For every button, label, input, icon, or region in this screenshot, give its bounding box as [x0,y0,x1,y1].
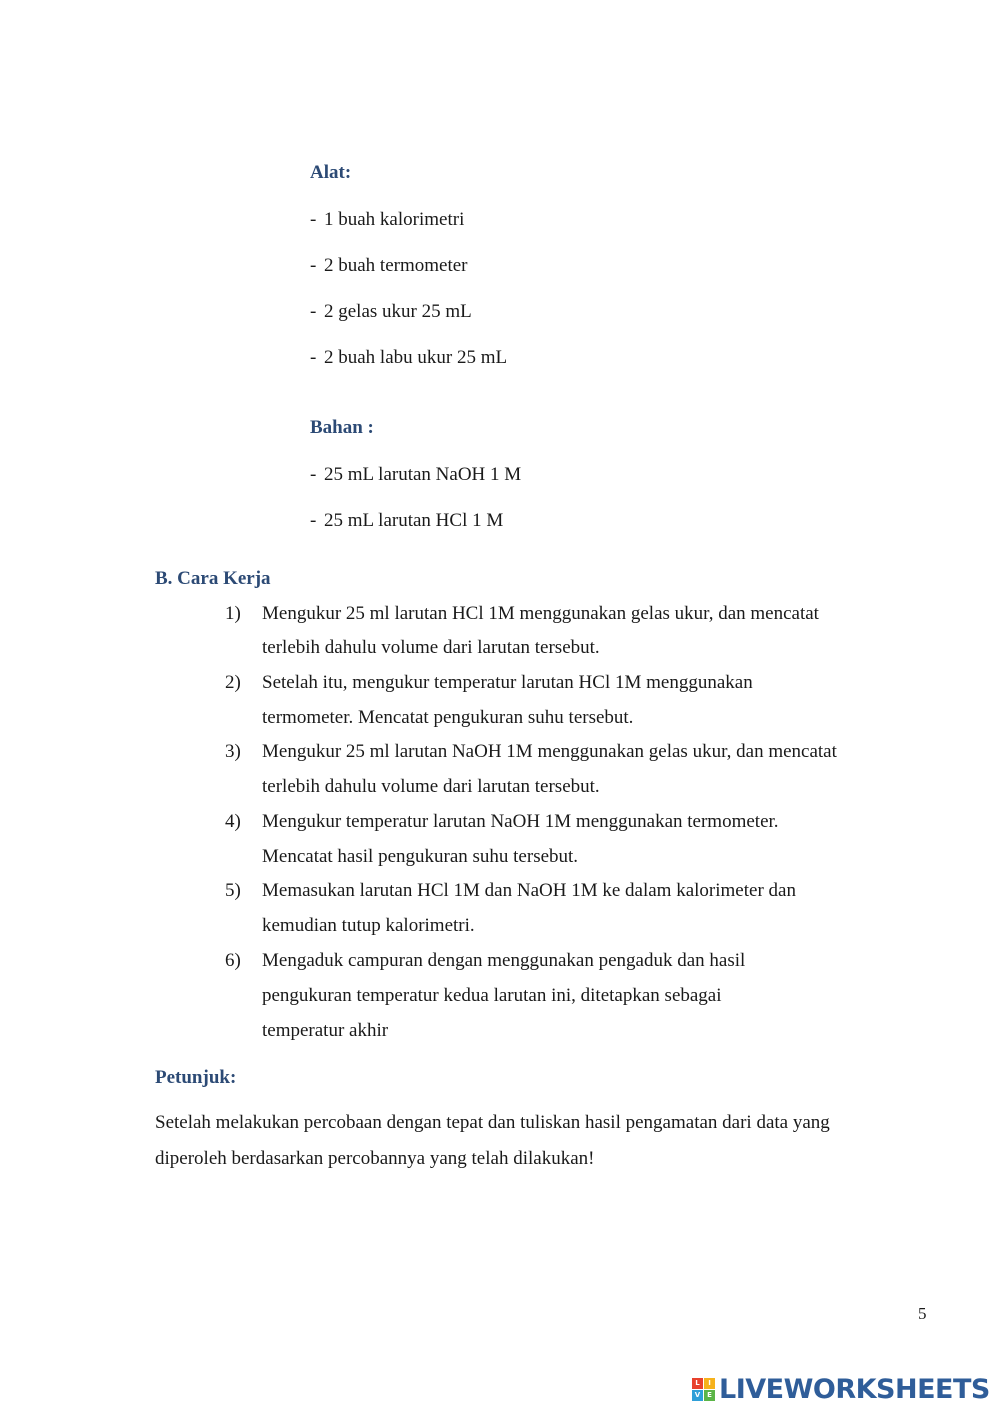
logo-tile: L [692,1378,703,1389]
petunjuk-heading: Petunjuk: [155,1067,237,1088]
cara-kerja-heading: B. Cara Kerja [155,568,271,589]
logo-tile: E [704,1390,715,1401]
bahan-heading: Bahan : [310,417,374,438]
alat-item: - 1 buah kalorimetri [310,209,465,230]
step-number: 5) [225,880,241,901]
page-number: 5 [918,1304,927,1323]
alat-heading: Alat: [310,162,352,183]
step-text: temperatur akhir [262,1020,389,1041]
alat-item: - 2 gelas ukur 25 mL [310,301,472,322]
step-text: terlebih dahulu volume dari larutan tersebut. [262,776,600,797]
step-number: 3) [225,741,241,762]
step-text: Setelah itu, mengukur temperatur larutan HCl 1M menggunakan [262,672,753,693]
step-text: Mengukur 25 ml larutan NaOH 1M menggunakan gelas ukur, dan mencatat [262,741,837,762]
brand-name: LIVEWORKSHEETS [719,1373,990,1405]
step-number: 2) [225,672,241,693]
bahan-item: - 25 mL larutan HCl 1 M [310,510,504,531]
step-number: 1) [225,603,241,624]
alat-item: - 2 buah termometer [310,255,468,276]
step-text: terlebih dahulu volume dari larutan tersebut. [262,637,600,658]
logo-tile: I [704,1378,715,1389]
petunjuk-text: diperoleh berdasarkan percobannya yang telah dilakukan! [155,1148,595,1169]
step-text: Mengukur temperatur larutan NaOH 1M menggunakan termometer. [262,811,779,832]
step-text: termometer. Mencatat pengukuran suhu tersebut. [262,707,634,728]
bahan-item: - 25 mL larutan NaOH 1 M [310,464,522,485]
step-text: pengukuran temperatur kedua larutan ini, ditetapkan sebagai [262,985,722,1006]
step-number: 6) [225,950,241,971]
step-number: 4) [225,811,241,832]
step-text: Mengukur 25 ml larutan HCl 1M menggunakan gelas ukur, dan mencatat [262,603,819,624]
step-text: Memasukan larutan HCl 1M dan NaOH 1M ke dalam kalorimeter dan [262,880,796,901]
liveworksheets-logo-icon [692,1378,715,1401]
step-text: kemudian tutup kalorimetri. [262,915,475,936]
alat-item: - 2 buah labu ukur 25 mL [310,347,508,368]
logo-tile: V [692,1390,703,1401]
petunjuk-text: Setelah melakukan percobaan dengan tepat dan tuliskan hasil pengamatan dari data yang [155,1112,830,1133]
step-text: Mencatat hasil pengukuran suhu tersebut. [262,846,579,867]
step-text: Mengaduk campuran dengan menggunakan pengaduk dan hasil [262,950,746,971]
liveworksheets-brand [692,1374,990,1404]
